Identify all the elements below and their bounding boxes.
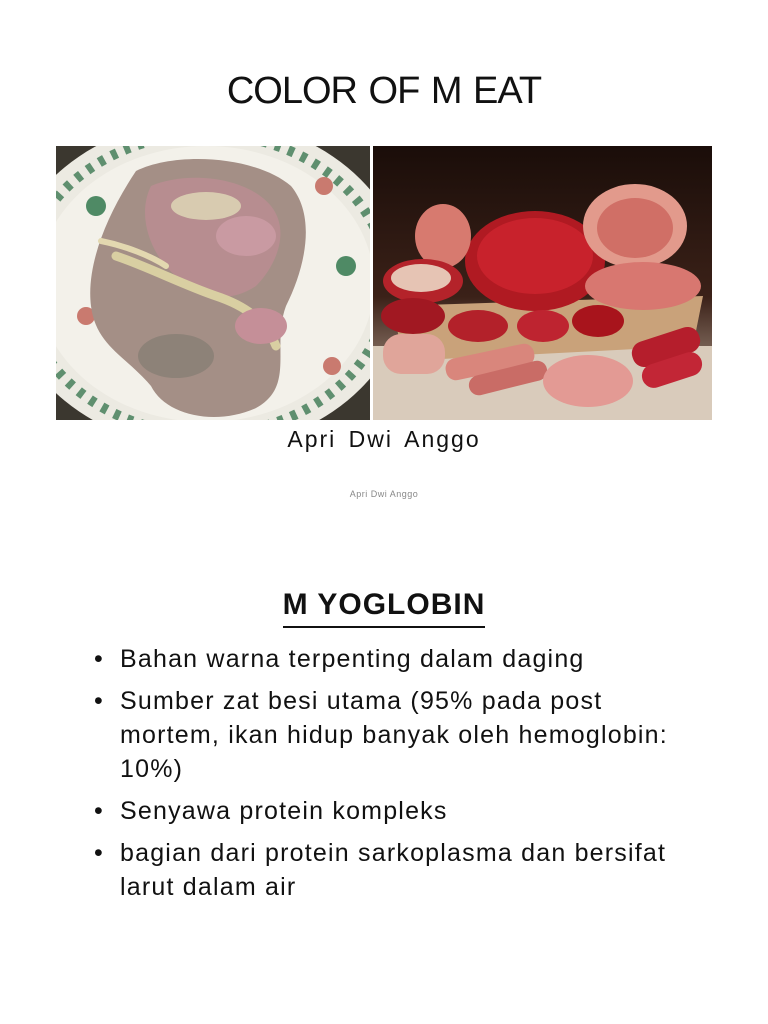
slide-myoglobin [0, 512, 768, 1024]
bullet-dot-icon: • [94, 687, 104, 715]
bullet-dot-icon: • [94, 839, 104, 867]
bullet-item [94, 794, 694, 828]
pale-meat-on-plate-photo [56, 146, 370, 420]
slide-title: COLOR OF M EAT [226, 70, 542, 112]
author-watermark: Apri Dwi Anggo [349, 489, 419, 499]
bullet-item [94, 836, 694, 904]
bullet-item [94, 642, 694, 676]
slide-heading [0, 588, 768, 628]
red-meat-cuts-photo [373, 146, 712, 420]
author-name: Apri Dwi Anggo [287, 426, 481, 452]
bullet-text: Senyawa protein kompleks [120, 797, 448, 825]
bullet-dot-icon: • [94, 797, 104, 825]
bullet-item [94, 684, 694, 786]
heading-text: M YOGLOBIN [283, 588, 486, 628]
bullet-list [94, 642, 694, 912]
bullet-text: bagian dari protein sarkoplasma dan bersifat larut dalam air [120, 839, 667, 901]
bullet-text: Bahan warna terpenting dalam daging [120, 645, 585, 673]
bullet-dot-icon: • [94, 645, 104, 673]
bullet-text: Sumber zat besi utama (95% pada post mortem, ikan hidup banyak oleh hemoglobin: 10%) [120, 687, 668, 783]
